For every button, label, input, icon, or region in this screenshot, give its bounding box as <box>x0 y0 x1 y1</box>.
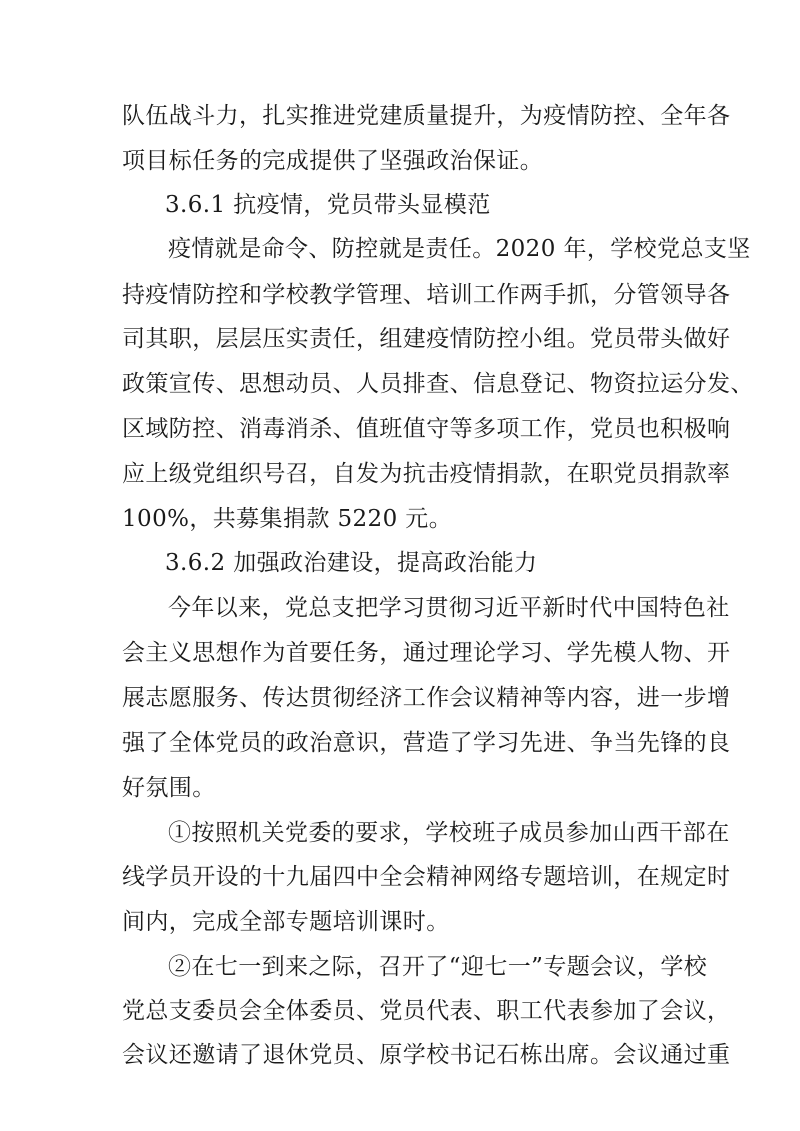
text-line: 展志愿服务、传达贯彻经济工作会议精神等内容，进一步增 <box>122 685 731 711</box>
text-line: 司其职，层层压实责任，组建疫情防控小组。党员带头做好 <box>122 326 731 352</box>
text-line: 间内，完成全部专题培训课时。 <box>122 909 450 935</box>
text-line: 今年以来，党总支把学习贯彻习近平新时代中国特色社 <box>168 595 730 621</box>
text-line: 政策宣传、思想动员、人员排查、信息登记、物资拉运分发、 <box>122 371 754 397</box>
text-line: 持疫情防控和学校教学管理、培训工作两手抓，分管领导各 <box>122 282 731 308</box>
section-heading: 3.6.1 抗疫情，党员带头显模范 <box>165 192 491 218</box>
text-line: 线学员开设的十九届四中全会精神网络专题培训，在规定时 <box>122 864 731 890</box>
text-line: 应上级党组织号召，自发为抗击疫情捐款，在职党员捐款率 <box>122 461 731 487</box>
text-line: ②在七一到来之际，召开了“迎七一”专题会议，学校 <box>168 954 708 980</box>
text-line: 好氛围。 <box>122 775 216 801</box>
text-line: 100%，共募集捐款 5220 元。 <box>122 506 453 532</box>
section-heading: 3.6.2 加强政治建设，提高政治能力 <box>165 550 538 576</box>
text-line: 党总支委员会全体委员、党员代表、职工代表参加了会议， <box>122 998 731 1024</box>
text-line: 区域防控、消毒消杀、值班值守等多项工作，党员也积极响 <box>122 416 731 442</box>
text-line: 疫情就是命令、防控就是责任。2020 年，学校党总支坚 <box>168 236 751 262</box>
text-line: ①按照机关党委的要求，学校班子成员参加山西干部在 <box>168 820 730 846</box>
text-line: 强了全体党员的政治意识，营造了学习先进、争当先锋的良 <box>122 730 731 756</box>
text-line: 队伍战斗力，扎实推进党建质量提升，为疫情防控、全年各 <box>122 103 731 129</box>
text-line: 会议还邀请了退休党员、原学校书记石栋出席。会议通过重 <box>122 1042 731 1068</box>
text-line: 会主义思想作为首要任务，通过理论学习、学先模人物、开 <box>122 640 731 666</box>
text-line: 项目标任务的完成提供了坚强政治保证。 <box>122 148 544 174</box>
